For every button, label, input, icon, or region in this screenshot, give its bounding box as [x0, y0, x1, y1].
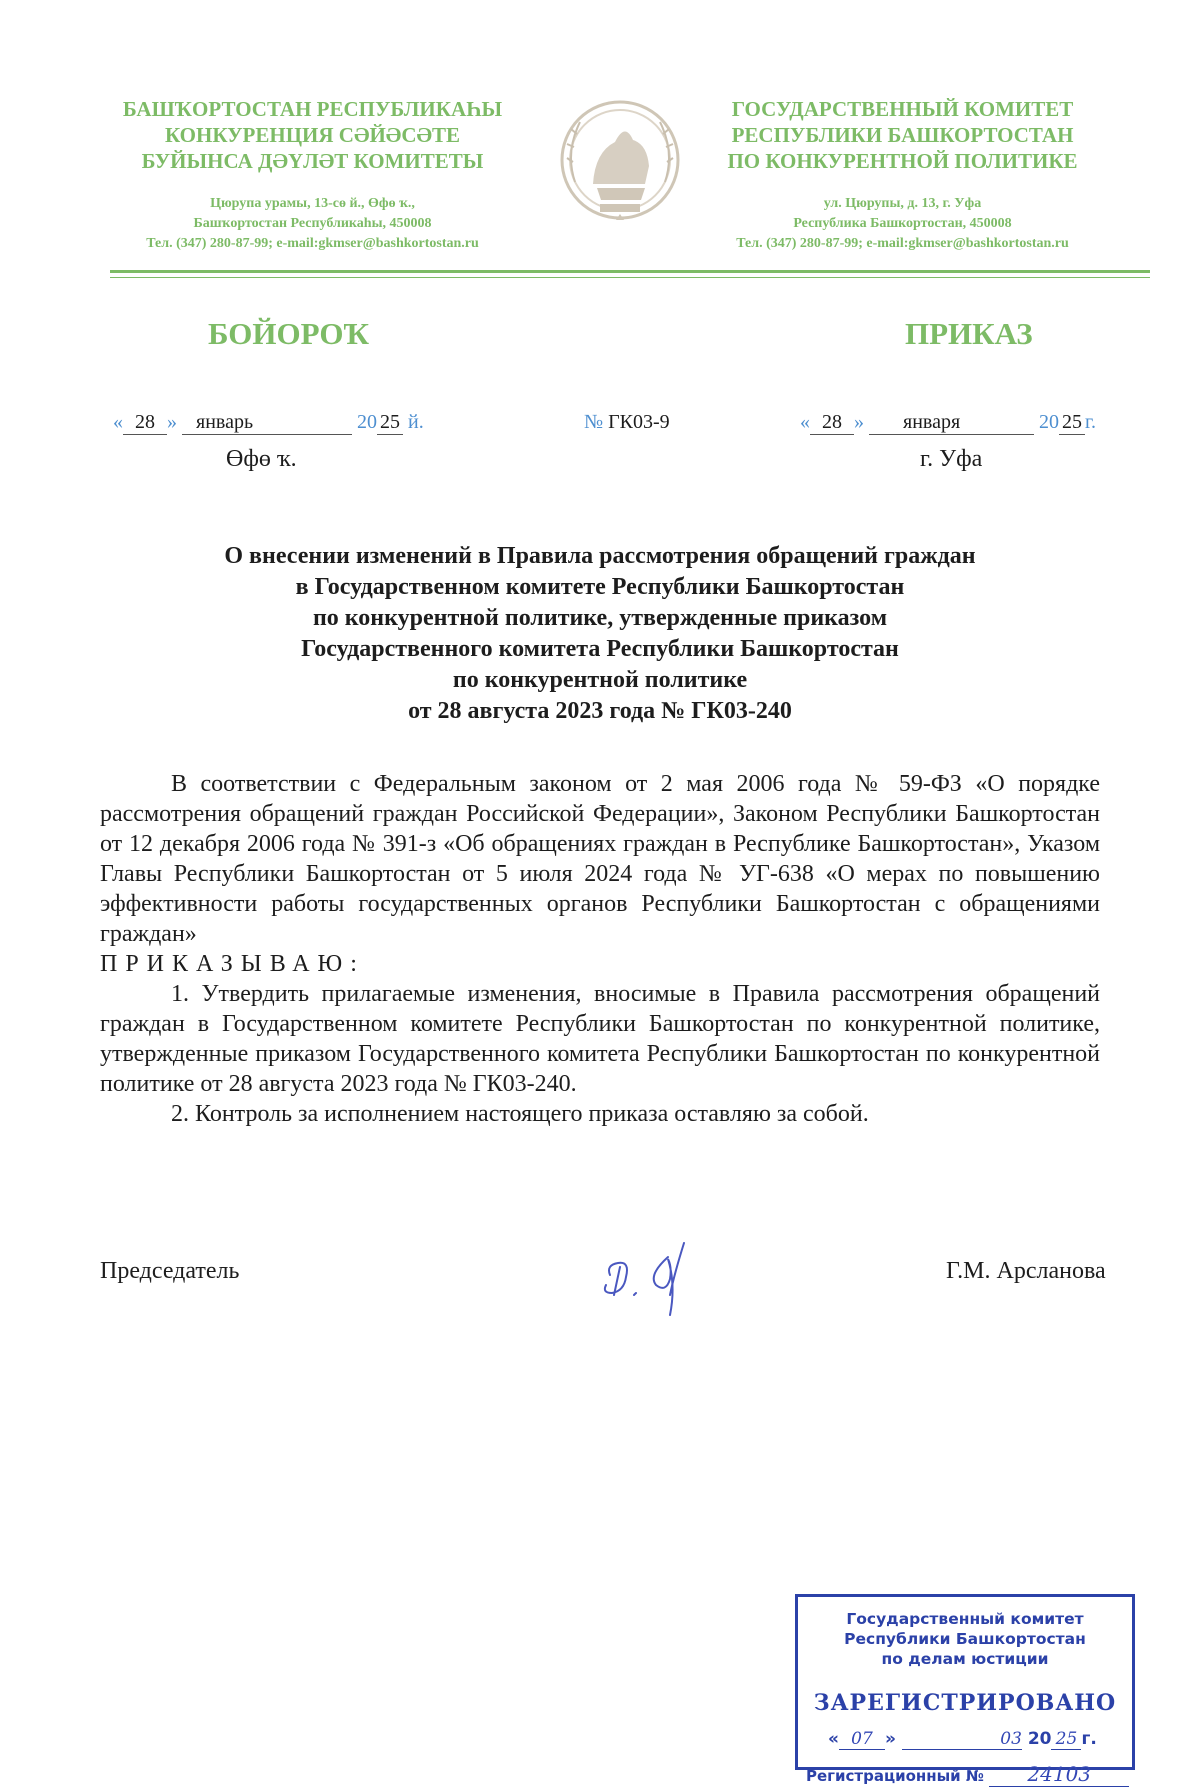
date-year: 25	[1059, 410, 1085, 435]
header-divider-thin	[110, 277, 1150, 278]
stamp-reg-number: Регистрационный № 24103	[806, 1762, 1129, 1787]
header-right	[690, 96, 1115, 254]
header-left	[100, 96, 525, 254]
header-divider	[110, 270, 1150, 273]
registration-stamp	[795, 1594, 1135, 1786]
coat-of-arms-icon	[555, 92, 685, 232]
city-russian: г. Уфа	[920, 446, 983, 472]
date-month: январь	[182, 410, 352, 435]
stamp-org: Государственный комитет Республики Башкортостан по делам юстиции	[844, 1610, 1086, 1668]
date-day: 28	[810, 410, 854, 435]
city-bashkir: Өфө ҡ.	[226, 446, 297, 472]
stamp-registered: ЗАРЕГИСТРИРОВАНО	[813, 1690, 1117, 1716]
signer-name: Г.М. Арсланова	[946, 1258, 1106, 1284]
order-item-2: 2. Контроль за исполнением настоящего приказа оставляю за собой.	[171, 1101, 869, 1127]
date-bashkir: « 28 » январь 20 25 й.	[113, 411, 424, 433]
org-name-russian: ГОСУДАРСТВЕННЫЙ КОМИТЕТ РЕСПУБЛИКИ БАШКОРТОСТАН ПО КОНКУРЕНТНОЙ ПОЛИТИКЕ	[727, 97, 1078, 173]
address-russian: ул. Цюрупы, д. 13, г. Уфа Республика Башкортостан, 450008 Тел. (347) 280-87-99; e-mail:gkmser@bashkortostan.ru	[736, 196, 1069, 251]
date-russian: « 28 » января 20 25 г.	[800, 411, 1096, 433]
signer-title: Председатель	[100, 1258, 240, 1284]
doc-kind-russian: ПРИКАЗ	[905, 316, 1033, 351]
doc-kind-bashkir: БОЙОРОҠ	[208, 316, 370, 351]
org-name-bashkir: БАШҠОРТОСТАН РЕСПУБЛИКАҺЫ КОНКУРЕНЦИЯ СӘЙӘСӘТЕ БУЙЫНСА ДӘҮЛӘТ КОМИТЕТЫ	[122, 97, 503, 173]
date-day: 28	[123, 410, 167, 435]
document-body	[100, 769, 1100, 1129]
order-item-1: 1. Утвердить прилагаемые изменения, вносимые в Правила рассмотрения обращений граждан в Государственном комитете Республики Башкортостан по конкурентной политике, утвержденные приказом Государственного комитета Республики Башкортостан по конкурентной политике от 28 августа 2023 года № ГК03-240.	[100, 981, 1100, 1097]
stamp-date: « 07 » 03 20 25 г.	[828, 1729, 1097, 1749]
order-word: ПРИКАЗЫВАЮ:	[100, 951, 365, 977]
doc-number: № ГК03-9	[584, 411, 670, 433]
date-month: января	[869, 410, 1034, 435]
preamble: В соответствии с Федеральным законом от 2 мая 2006 года № 59-ФЗ «О порядке рассмотрения обращений граждан Российской Федерации», Законом Республики Башкортостан от 12 декабря 2006 года № 391-з «Об обращениях граждан в Республике Башкортостан», Указом Главы Республики Башкортостан от 5 июля 2024 года № УГ-638 «О мерах по повышению эффективности работы государственных органов Республики Башкортостан с обращениями граждан»	[100, 771, 1100, 947]
handwritten-signature-icon	[596, 1235, 716, 1335]
address-bashkir: Цюрупа урамы, 13-сө й., Өфө ҡ., Башҡортостан Республикаһы, 450008 Тел. (347) 280-87-99; e-mail:gkmser@bashkortostan.ru	[146, 196, 479, 251]
document-title: О внесении изменений в Правила рассмотрения обращений граждан в Государственном комитете Республики Башкортостан по конкурентной политике, утвержденные приказом Государственного комитета Республики Башкортостан по конкурентной политике от 28 августа 2023 года № ГК03-240	[224, 543, 976, 724]
date-year: 25	[377, 410, 403, 435]
